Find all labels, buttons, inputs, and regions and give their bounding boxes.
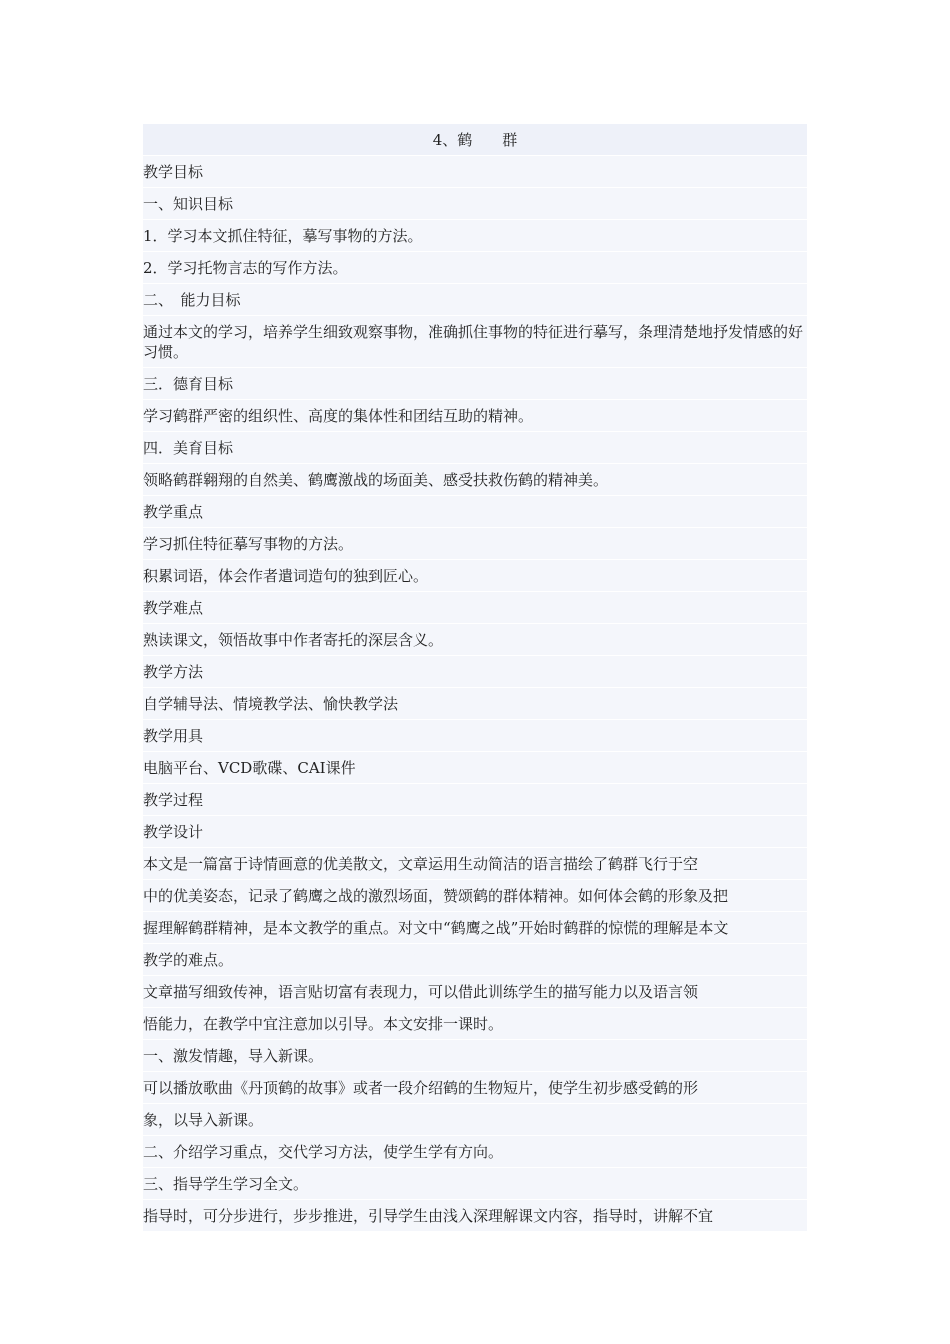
design-paragraph-line: 本文是一篇富于诗情画意的优美散文，文章运用生动简洁的语言描绘了鹤群飞行于空 — [143, 848, 807, 880]
step-1-heading: 一、激发情趣，导入新课。 — [143, 1040, 807, 1072]
tools-text: 电脑平台、VCD歌碟、CAI课件 — [143, 752, 807, 784]
heading-teaching-goals: 教学目标 — [143, 156, 807, 188]
moral-goal-text: 学习鹤群严密的组织性、高度的集体性和团结互助的精神。 — [143, 400, 807, 432]
design-paragraph-line: 悟能力，在教学中宜注意加以引导。本文安排一课时。 — [143, 1008, 807, 1040]
design-paragraph-line: 教学的难点。 — [143, 944, 807, 976]
heading-knowledge-goals: 一、知识目标 — [143, 188, 807, 220]
document-title: 4、鹤 群 — [143, 124, 807, 156]
aesthetic-goal-text: 领略鹤群翱翔的自然美、鹤鹰激战的场面美、感受扶救伤鹤的精神美。 — [143, 464, 807, 496]
heading-ability-goals: 二、 能力目标 — [143, 284, 807, 316]
heading-design: 教学设计 — [143, 816, 807, 848]
knowledge-goal-2: 2．学习托物言志的写作方法。 — [143, 252, 807, 284]
heading-difficulties: 教学难点 — [143, 592, 807, 624]
step-1-text: 象，以导入新课。 — [143, 1104, 807, 1136]
heading-tools: 教学用具 — [143, 720, 807, 752]
heading-methods: 教学方法 — [143, 656, 807, 688]
heading-moral-goals: 三．德育目标 — [143, 368, 807, 400]
step-2-heading: 二、介绍学习重点，交代学习方法，使学生学有方向。 — [143, 1136, 807, 1168]
knowledge-goal-1: 1．学习本文抓住特征，摹写事物的方法。 — [143, 220, 807, 252]
key-point-1: 学习抓住特征摹写事物的方法。 — [143, 528, 807, 560]
heading-key-points: 教学重点 — [143, 496, 807, 528]
document-body — [143, 124, 807, 1232]
ability-goal-text: 通过本文的学习，培养学生细致观察事物，准确抓住事物的特征进行摹写，条理清楚地抒发情感的好习惯。 — [143, 316, 807, 368]
heading-aesthetic-goals: 四．美育目标 — [143, 432, 807, 464]
design-paragraph-line: 握理解鹤群精神，是本文教学的重点。对文中“鹤鹰之战”开始时鹤群的惊慌的理解是本文 — [143, 912, 807, 944]
design-paragraph-line: 中的优美姿态，记录了鹤鹰之战的激烈场面，赞颂鹤的群体精神。如何体会鹤的形象及把 — [143, 880, 807, 912]
heading-process: 教学过程 — [143, 784, 807, 816]
design-paragraph-line: 文章描写细致传神，语言贴切富有表现力，可以借此训练学生的描写能力以及语言领 — [143, 976, 807, 1008]
methods-text: 自学辅导法、情境教学法、愉快教学法 — [143, 688, 807, 720]
difficulty-text: 熟读课文，领悟故事中作者寄托的深层含义。 — [143, 624, 807, 656]
step-3-text: 指导时，可分步进行，步步推进，引导学生由浅入深理解课文内容，指导时，讲解不宜 — [143, 1200, 807, 1232]
key-point-2: 积累词语，体会作者遣词造句的独到匠心。 — [143, 560, 807, 592]
step-3-heading: 三、指导学生学习全文。 — [143, 1168, 807, 1200]
step-1-text: 可以播放歌曲《丹顶鹤的故事》或者一段介绍鹤的生物短片，使学生初步感受鹤的形 — [143, 1072, 807, 1104]
